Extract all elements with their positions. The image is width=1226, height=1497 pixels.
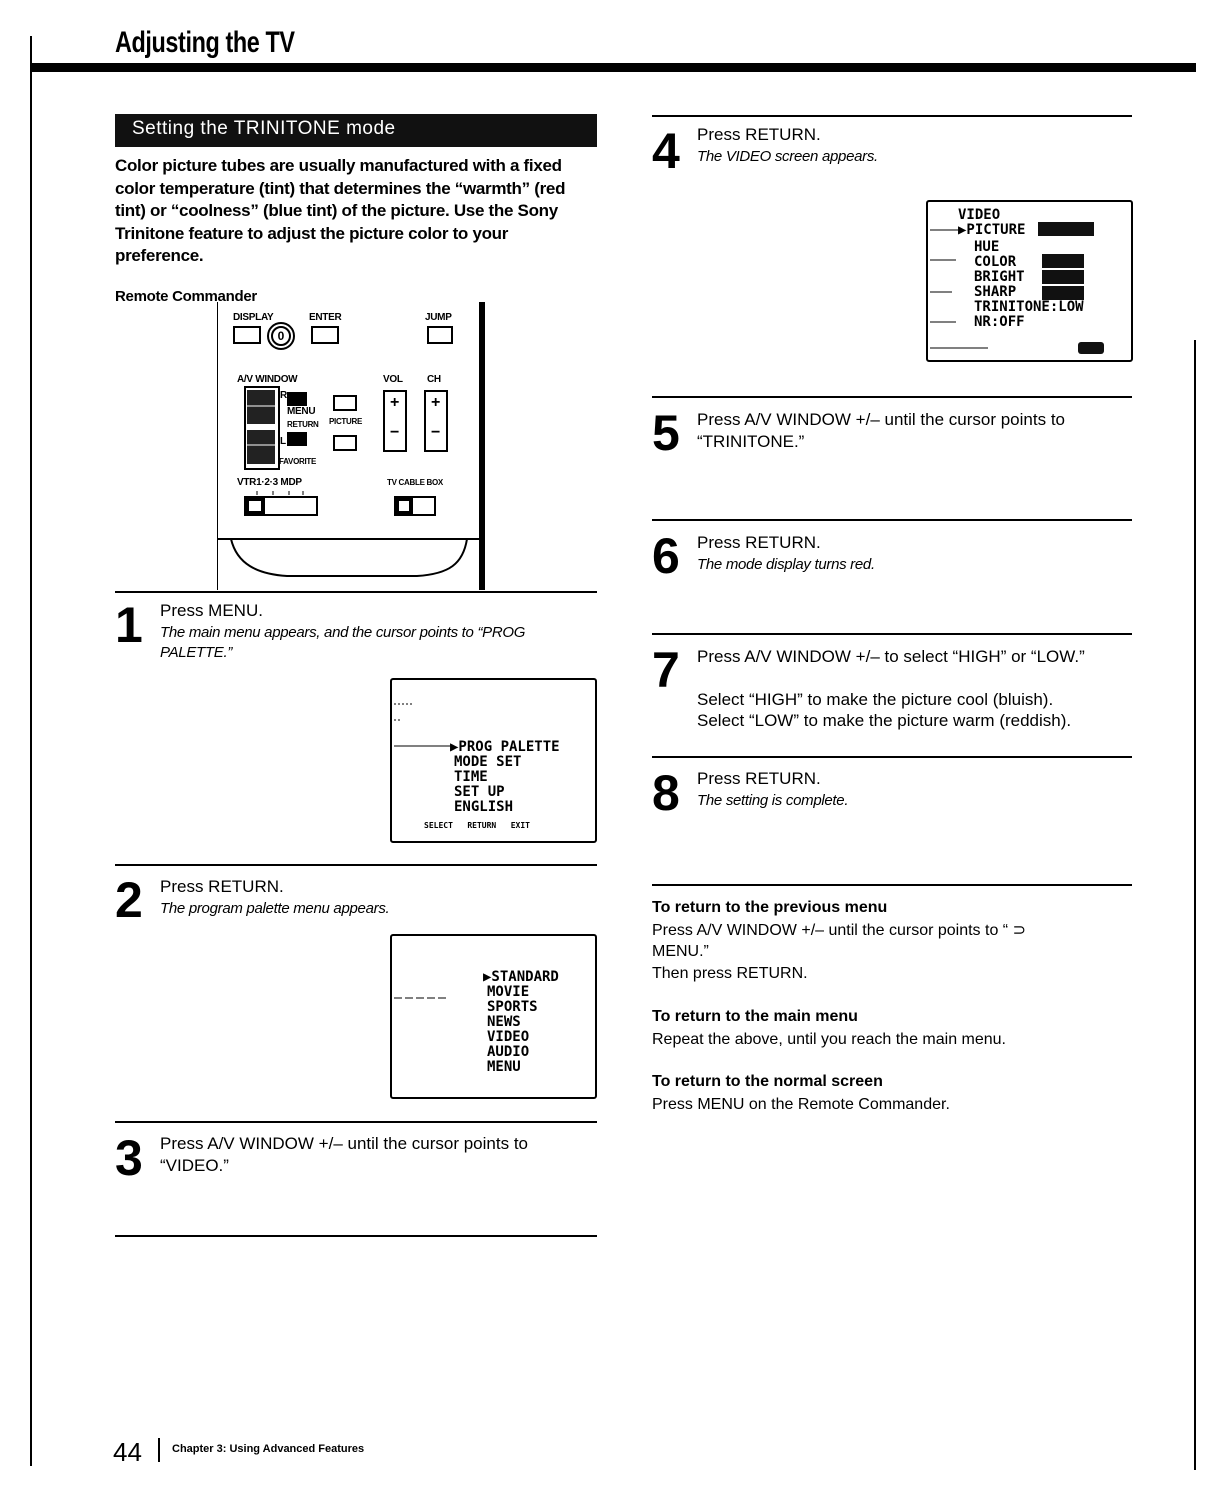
vtr-label: VTR1·2·3 MDP — [237, 477, 302, 488]
palette-item-1: ▶STANDARD — [483, 969, 559, 985]
volume-plus-icon: + — [390, 394, 400, 411]
volume-minus-icon: − — [390, 424, 400, 441]
palette-item-5: VIDEO — [487, 1029, 530, 1045]
main-menu-footer: SELECT RETURN EXIT — [424, 821, 530, 830]
footer-divider — [158, 1438, 160, 1462]
step-5-number: 5 — [652, 405, 680, 461]
step-7-title: Press A/V WINDOW +/– to select “HIGH” or “LOW.” — [697, 647, 1085, 666]
step-3-number: 3 — [115, 1130, 143, 1186]
enter-button[interactable] — [311, 326, 339, 344]
chapter-label: Chapter 3: Using Advanced Features — [172, 1443, 365, 1455]
step-4-note: The VIDEO screen appears. — [697, 148, 878, 165]
step-2-number: 2 — [115, 872, 143, 928]
step-8-note: The setting is complete. — [697, 792, 849, 809]
video-menu-item-4: COLOR — [974, 254, 1017, 270]
volume-label: VOL — [383, 374, 403, 385]
tip-3-body: Press MENU on the Remote Commander. — [652, 1096, 950, 1113]
program-palette-screen — [390, 934, 597, 1099]
step-2-title: Press RETURN. — [160, 877, 284, 896]
main-menu-item-3: TIME — [454, 769, 488, 785]
tip-1-heading: To return to the previous menu — [652, 899, 888, 916]
zero-button[interactable] — [267, 322, 295, 350]
step-4-rule — [652, 115, 1132, 117]
channel-minus-icon: − — [431, 424, 441, 441]
picture-label: PICTURE — [329, 417, 363, 426]
main-menu-item-5: ENGLISH — [454, 799, 514, 815]
favorite-label: FAVORITE — [279, 457, 317, 466]
intro-paragraph: Color picture tubes are usually manufactured with a fixed color temperature (tint) that determines the “warmth” (red tint) or “coolness” (blue tint) of the picture. Use the Sony Trinitone feature to adjust the picture color to your preference. — [115, 156, 566, 265]
step-2-rule — [115, 864, 597, 866]
tip-2-heading: To return to the main menu — [652, 1008, 858, 1025]
menu-label: MENU — [287, 406, 316, 417]
step-1-title: Press MENU. — [160, 601, 263, 620]
step-8-number: 8 — [652, 765, 680, 821]
step-1-rule — [115, 591, 597, 593]
step-6-number: 6 — [652, 528, 680, 584]
step-1-note: The main menu appears, and the cursor points to “PROG PALETTE.” — [160, 624, 526, 661]
step-7-number: 7 — [652, 642, 680, 698]
main-menu-item-1: ▶PROG PALETTE — [450, 739, 560, 755]
video-menu-item-5: BRIGHT — [974, 269, 1025, 285]
step-6-title: Press RETURN. — [697, 533, 821, 552]
step-6-note: The mode display turns red. — [697, 556, 875, 573]
step-5-rule — [652, 396, 1132, 398]
step-1-number: 1 — [115, 597, 143, 653]
video-menu-item-2: ▶PICTURE — [958, 222, 1026, 238]
page-number: 44 — [113, 1437, 142, 1467]
page-title: Adjusting the TV — [115, 26, 295, 59]
picture-plus-button[interactable] — [333, 395, 357, 411]
tip-2-body: Repeat the above, until you reach the main menu. — [652, 1031, 1006, 1048]
step-4-number: 4 — [652, 123, 680, 179]
display-button[interactable] — [233, 326, 261, 344]
palette-item-4: NEWS — [487, 1014, 521, 1030]
step-4-title: Press RETURN. — [697, 125, 821, 144]
enter-label: ENTER — [309, 312, 342, 323]
step-3-end-rule — [115, 1235, 597, 1237]
channel-rocker[interactable] — [424, 390, 448, 452]
volume-rocker[interactable] — [383, 390, 407, 452]
palette-item-2: MOVIE — [487, 984, 530, 1000]
main-menu-item-2: MODE SET — [454, 754, 522, 770]
tip-1-body: Press A/V WINDOW +/– until the cursor points to “ ⊃ MENU.” — [652, 922, 1026, 960]
jump-button[interactable] — [427, 326, 453, 344]
step-3-title: Press A/V WINDOW +/– until the cursor points to “VIDEO.” — [160, 1134, 528, 1175]
av-window-label: A/V WINDOW — [237, 374, 298, 385]
step-8-title: Press RETURN. — [697, 769, 821, 788]
video-menu-item-6: SHARP — [974, 284, 1017, 300]
tips-rule — [652, 884, 1132, 886]
page-left-rule — [30, 36, 32, 1466]
step-7-line-3: Select “LOW” to make the picture warm (reddish). — [697, 711, 1072, 730]
palette-item-7: MENU — [487, 1059, 521, 1075]
main-menu-screen — [390, 678, 597, 843]
video-menu-item-1: VIDEO — [958, 207, 1001, 223]
step-7-rule — [652, 633, 1132, 635]
video-menu-item-7: TRINITONE:LOW — [974, 299, 1084, 315]
jump-label: JUMP — [425, 312, 452, 323]
palette-item-6: AUDIO — [487, 1044, 530, 1060]
picture-minus-button[interactable] — [333, 435, 357, 451]
video-menu-item-3: HUE — [974, 239, 1000, 255]
tip-1-body-2: Then press RETURN. — [652, 965, 808, 982]
step-2-note: The program palette menu appears. — [160, 900, 390, 917]
right-label: R — [280, 390, 287, 401]
step-6-rule — [652, 519, 1132, 521]
video-screen — [926, 200, 1133, 362]
return-label: RETURN — [287, 420, 319, 429]
display-label: DISPLAY — [233, 312, 274, 323]
channel-label: CH — [427, 374, 441, 385]
left-label: L — [280, 436, 286, 447]
step-3-rule — [115, 1121, 597, 1123]
remote-commander-label: Remote Commander — [115, 288, 257, 305]
page-right-rule — [1194, 340, 1196, 1470]
remote-commander-illustration — [217, 302, 487, 590]
step-8-rule — [652, 756, 1132, 758]
palette-item-3: SPORTS — [487, 999, 538, 1015]
step-7-line-2: Select “HIGH” to make the picture cool (bluish). — [697, 690, 1054, 709]
video-menu-item-8: NR:OFF — [974, 314, 1025, 330]
tip-3-heading: To return to the normal screen — [652, 1073, 883, 1090]
tv-cable-label: TV CABLE BOX — [387, 478, 443, 487]
title-bar — [30, 63, 1196, 72]
zero-button-label: 0 — [271, 326, 291, 346]
channel-plus-icon: + — [431, 394, 441, 411]
section-heading: Setting the TRINITONE mode — [115, 114, 597, 147]
step-5-title: Press A/V WINDOW +/– until the cursor points to “TRINITONE.” — [697, 410, 1065, 451]
main-menu-item-4: SET UP — [454, 784, 505, 800]
